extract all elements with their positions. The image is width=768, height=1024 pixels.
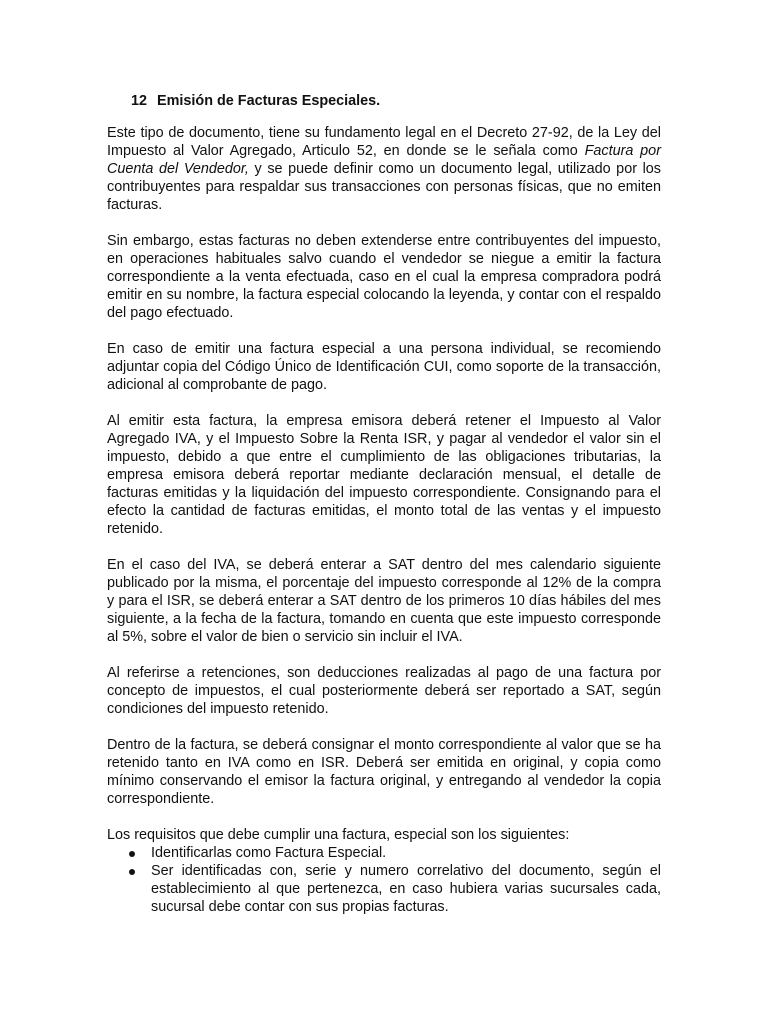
- italic-term: Factura por Cuenta del Vendedor,: [107, 143, 661, 177]
- paragraph-restrictions: Sin embargo, estas facturas no deben extenderse entre contribuyentes del impuesto, en operaciones habituales salvo cuando el vendedor se niegue a emitir la factura correspondiente a la venta efectuada, caso en el cual la empresa compradora podrá emitir en su nombre, la factura especial colocando la leyenda, y contar con el respaldo del pago efectuado.: [107, 233, 661, 321]
- section-title: Emisión de Facturas Especiales.: [157, 93, 381, 109]
- section-heading: [131, 92, 661, 110]
- bullet-icon: [129, 851, 135, 857]
- paragraph-text: Este tipo de documento, tiene su fundamento legal en el Decreto 27-92, de la Ley del Impuesto al Valor Agregado, Articulo 52, en donde se le señala como: [107, 125, 661, 159]
- paragraph-legal-basis: [107, 124, 661, 214]
- list-item-text: Ser identificadas con, serie y numero correlativo del documento, según el establecimiento al que pertenezca, en caso hubiera varias sucursales cada, sucursal debe contar con sus propias facturas.: [151, 863, 661, 915]
- paragraph-individual: En caso de emitir una factura especial a una persona individual, se recomiendo adjuntar copia del Código Único de Identificación CUI, como soporte de la transacción, adicional al comprobante de pago.: [107, 341, 661, 393]
- section-number: 12: [131, 93, 148, 109]
- list-item: [107, 844, 661, 862]
- paragraph-retenciones: Al referirse a retenciones, son deducciones realizadas al pago de una factura por concepto de impuestos, el cual posteriormente deberá ser reportado a SAT, según condiciones del impuesto retenido.: [107, 665, 661, 717]
- paragraph-requisitos: Los requisitos que debe cumplir una factura, especial son los siguientes:: [107, 827, 570, 843]
- paragraph-retention: Al emitir esta factura, la empresa emisora deberá retener el Impuesto al Valor Agregado IVA, y el Impuesto Sobre la Renta ISR, y pagar al vendedor el valor sin el impuesto, debido a que entre el cumplimiento de las obligaciones tributarias, la empresa emisora deberá reportar mediante declaración mensual, el detalle de facturas emitidas y la liquidación del impuesto correspondiente. Consignando para el efecto la cantidad de facturas emitidas, el monto total de las ventas y el impuesto retenido.: [107, 413, 661, 537]
- bullet-icon: [129, 869, 135, 875]
- list-item: [107, 862, 661, 916]
- paragraph-iva-isr: En el caso del IVA, se deberá enterar a SAT dentro del mes calendario siguiente publicado por la misma, el porcentaje del impuesto corresponde al 12% de la compra y para el ISR, se deberá enterar a SAT dentro de los primeros 10 días hábiles del mes siguiente, a la fecha de la factura, tomando en cuenta que este impuesto corresponde al 5%, sobre el valor de bien o servicio sin incluir el IVA.: [107, 557, 661, 645]
- list-item-text: Identificarlas como Factura Especial.: [151, 845, 387, 861]
- document-page: [107, 92, 661, 916]
- paragraph-text: y se puede definir como un documento legal, utilizado por los contribuyentes para respaldar sus transacciones con personas físicas, que no emiten facturas.: [107, 161, 661, 213]
- requirements-list: [107, 844, 661, 916]
- paragraph-consignar: Dentro de la factura, se deberá consignar el monto correspondiente al valor que se ha retenido tanto en IVA como en ISR. Deberá ser emitida en original, y copia como mínimo conservando el emisor la factura original, y entregando al vendedor la copia correspondiente.: [107, 737, 661, 807]
